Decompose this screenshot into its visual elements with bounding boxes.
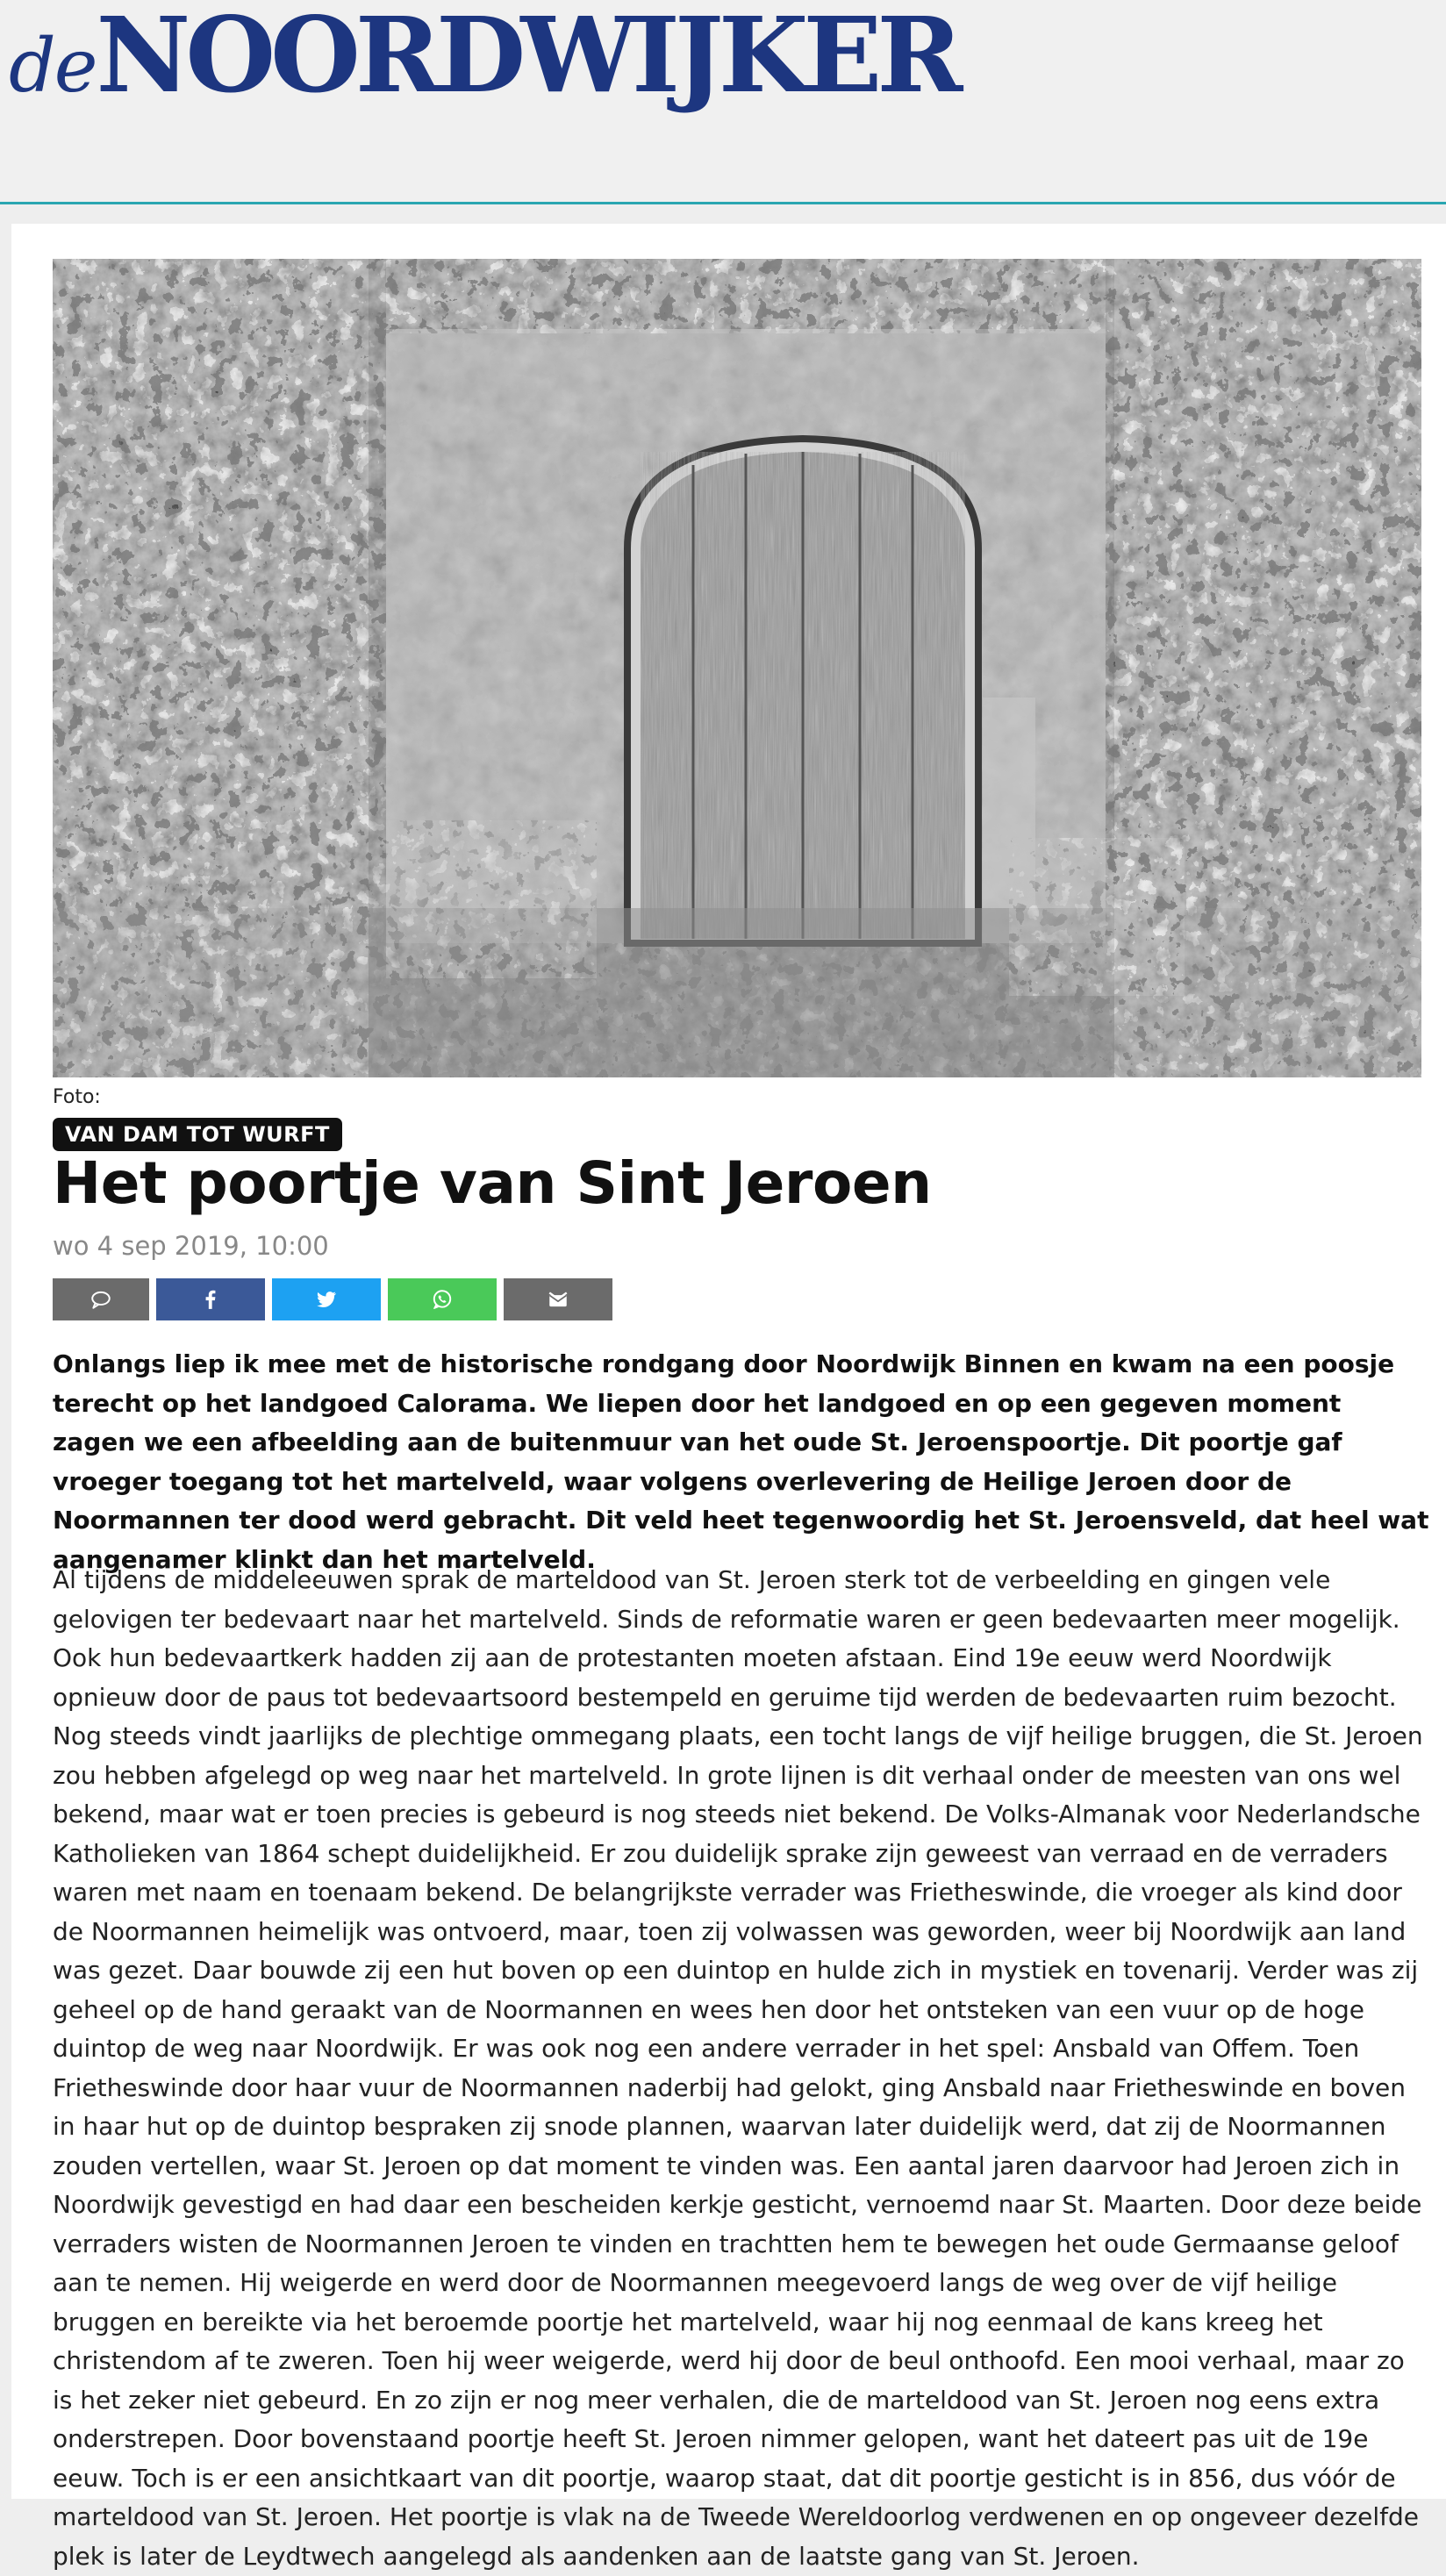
article-title: Het poortje van Sint Jeroen <box>53 1149 932 1217</box>
article-body: Al tijdens de middeleeuwen sprak de marteldood van St. Jeroen sterk tot de verbeelding en gingen vele gelovigen ter bedevaart naar het martelveld. Sinds de reformatie waren er geen bedevaarten meer mogelijk. Ook hun bedevaartkerk hadden zij aan de protestanten moeten afstaan. Eind 19e eeuw werd Noordwijk opnieuw door de paus tot bedevaartsoord bestempeld en geruime tijd werden de bedevaarten ruim bezocht. Nog steeds vindt jaarlijks de plechtige ommegang plaats, een tocht langs de vijf heilige bruggen, die St. Jeroen zou hebben afgelegd op weg naar het martelveld. In grote lijnen is dit verhaal onder de meesten van ons wel bekend, maar wat er toen precies is gebeurd is nog steeds niet bekend. De Volks-Almanak voor Nederlandsche Katholieken van 1864 schept duidelijkheid. Er zou duidelijk sprake zijn geweest van verraad en de verraders waren met naam en toenaam bekend. De belangrijkste verrader was Frietheswinde, die vroeger als kind door de Noormannen heimelijk was ontvoerd, maar, toen zij volwassen was geworden, weer bij Noordwijk aan land was gezet. Daar bouwde zij een hut boven op een duintop en hulde zich in mystiek en tovenarij. Verder was zij geheel op de hand geraakt van de Noormannen en wees hen door het ontsteken van een vuur op de hoge duintop de weg naar Noordwijk. Er was ook nog een andere verrader in het spel: Ansbald van Offem. Toen Frietheswinde door haar vuur de Noormannen naderbij had gelokt, ging Ansbald naar Frietheswinde en boven in haar hut op de duintop bespraken zij snode plannen, waarvan later duidelijk werd, dat zij de Noormannen zouden vertellen, waar St. Jeroen op dat moment te vinden was. Een aantal jaren daarvoor had Jeroen zich in Noordwijk gevestigd en had daar een bescheiden kerkje gesticht, vernoemd naar St. Maarten. Door deze beide verraders wisten de Noormannen Jeroen te vinden en trachtten hem te bewegen het oude Germaanse geloof aan te nemen. Hij weigerde en werd door de Noormannen meegevoerd langs de weg over de vijf heilige bruggen en bereikte via het beroemde poortje het martelveld, waar hij nog eenmaal de kans kreeg het christendom af te zweren. Toen hij weer weigerde, werd hij door de beul onthoofd. Een mooi verhaal, maar zo is het zeker niet gebeurd. En zo zijn er nog meer verhalen, die de marteldood van St. Jeroen nog eens extra onderstrepen. Door bovenstaand poortje heeft St. Jeroen nimmer gelopen, want het dateert pas uit de 19e eeuw. Toch is er een ansichtkaart van dit poortje, waarop staat, dat dit poortje gesticht is in 856, dus vóór de marteldood van St. Jeroen. Het poortje is vlak na de Tweede Wereldoorlog verdwenen en op ongeveer dezelfde plek is later de Leydtwech aangelegd als aandenken aan de laatste gang van St. Jeroen. <box>53 1565 1423 2571</box>
photo-caption: Foto: <box>53 1086 101 1108</box>
twitter-share-button[interactable] <box>272 1278 381 1320</box>
email-share-button[interactable] <box>504 1278 612 1320</box>
site-header <box>0 0 1446 204</box>
email-icon <box>547 1288 569 1311</box>
facebook-share-button[interactable] <box>156 1278 265 1320</box>
share-bar <box>53 1278 612 1320</box>
facebook-icon <box>199 1288 222 1311</box>
comment-icon <box>89 1288 112 1311</box>
category-tag[interactable]: VAN DAM TOT WURFT <box>53 1118 342 1151</box>
whatsapp-icon <box>431 1288 454 1311</box>
article-date: wo 4 sep 2019, 10:00 <box>53 1231 329 1261</box>
comment-button[interactable] <box>53 1278 149 1320</box>
article-container <box>11 224 1446 2571</box>
gate-photo-illustration <box>53 259 1421 1077</box>
article-lead: Onlangs liep ik mee met de historische rondgang door Noordwijk Binnen en kwam na een poosje terecht op het landgoed Calorama. We liepen door het landgoed en op een gegeven moment zagen we een afbeelding aan de buitenmuur van het oude St. Jeroenspoortje. Dit poortje gaf vroeger toegang tot het martelveld, waar volgens overlevering de Heilige Jeroen door de Noormannen ter dood werd gebracht. Dit veld heet tegenwoordig het St. Jeroensveld, dat heel wat aangenamer klinkt dan het martelveld. <box>53 1349 1429 1574</box>
logo-prefix: de <box>9 23 97 109</box>
article-photo <box>53 259 1421 1077</box>
logo-main: NOORDWIJKER <box>96 0 958 116</box>
site-logo[interactable] <box>9 0 958 116</box>
whatsapp-share-button[interactable] <box>388 1278 497 1320</box>
twitter-icon <box>315 1288 338 1311</box>
